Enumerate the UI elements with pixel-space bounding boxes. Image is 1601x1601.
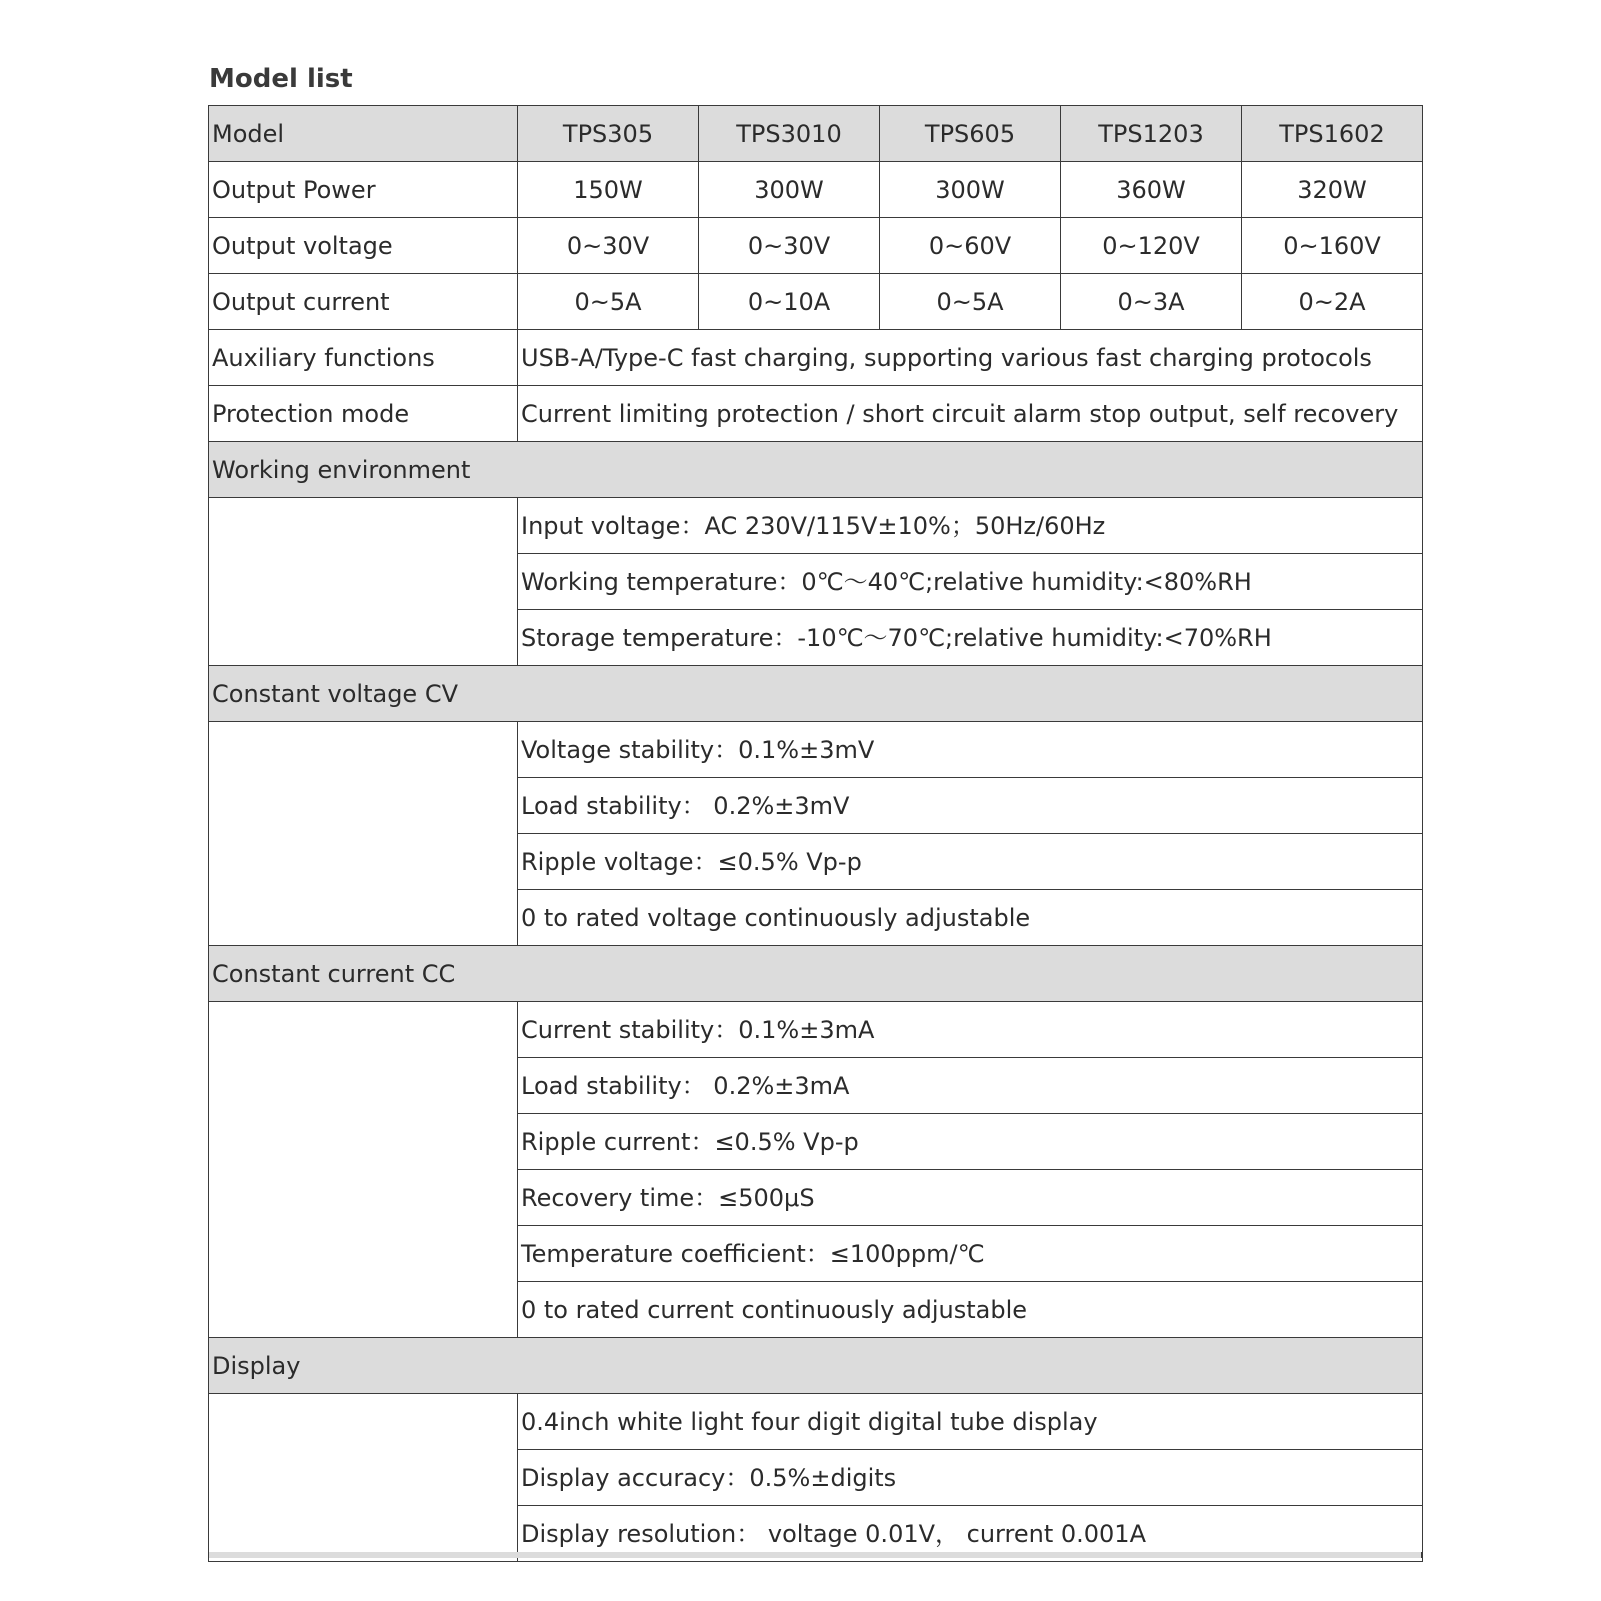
spec-item: Load stability： 0.2%±3mV — [518, 778, 1423, 834]
table-row — [209, 498, 1423, 554]
table-row — [209, 162, 1423, 218]
header-row — [209, 106, 1423, 162]
spec-item: Recovery time：≤500μS — [518, 1170, 1423, 1226]
spec-item: Input voltage：AC 230V/115V±10%；50Hz/60Hz — [518, 498, 1423, 554]
spec-item: Working temperature：0℃～40℃;relative humidity:<80%RH — [518, 554, 1423, 610]
spec-item: Load stability： 0.2%±3mA — [518, 1058, 1423, 1114]
spec-item: Ripple current：≤0.5% Vp-p — [518, 1114, 1423, 1170]
model-header: TPS1602 — [1242, 106, 1423, 162]
section-header-constant-current — [209, 946, 1423, 1002]
cell-value: 0~5A — [880, 274, 1061, 330]
protection-mode-value: Current limiting protection / short circuit alarm stop output, self recovery — [518, 386, 1423, 442]
cell-value: 0~3A — [1061, 274, 1242, 330]
auxiliary-functions-value: USB-A/Type-C fast charging, supporting various fast charging protocols — [518, 330, 1423, 386]
section-header-constant-voltage — [209, 666, 1423, 722]
blank-cell — [209, 1394, 518, 1562]
page-title: Model list — [209, 64, 353, 94]
spec-item: 0.4inch white light four digit digital tube display — [518, 1394, 1423, 1450]
spec-item: Ripple voltage：≤0.5% Vp-p — [518, 834, 1423, 890]
cell-value: 300W — [699, 162, 880, 218]
cell-value: 0~60V — [880, 218, 1061, 274]
table-row — [209, 274, 1423, 330]
table-row — [209, 722, 1423, 778]
cell-value: 320W — [1242, 162, 1423, 218]
model-header: TPS1203 — [1061, 106, 1242, 162]
cell-value: 0~30V — [518, 218, 699, 274]
cell-value: 150W — [518, 162, 699, 218]
spec-item: Display accuracy：0.5%±digits — [518, 1450, 1423, 1506]
row-label: Auxiliary functions — [209, 330, 518, 386]
next-section-edge — [208, 1552, 1422, 1558]
row-label: Protection mode — [209, 386, 518, 442]
section-title: Constant current CC — [209, 946, 1423, 1002]
cell-value: 0~30V — [699, 218, 880, 274]
spec-item: Temperature coefficient：≤100ppm/℃ — [518, 1226, 1423, 1282]
row-label: Output Power — [209, 162, 518, 218]
spec-item: Voltage stability：0.1%±3mV — [518, 722, 1423, 778]
row-label: Output current — [209, 274, 518, 330]
blank-cell — [209, 722, 518, 946]
section-title: Working environment — [209, 442, 1423, 498]
spec-item: Current stability：0.1%±3mA — [518, 1002, 1423, 1058]
table-row — [209, 1394, 1423, 1450]
table-row — [209, 218, 1423, 274]
table-row — [209, 330, 1423, 386]
model-header: TPS305 — [518, 106, 699, 162]
model-header: TPS605 — [880, 106, 1061, 162]
row-label: Output voltage — [209, 218, 518, 274]
table-row — [209, 1002, 1423, 1058]
model-header: TPS3010 — [699, 106, 880, 162]
spec-item: Storage temperature：-10℃～70℃;relative humidity:<70%RH — [518, 610, 1423, 666]
cell-value: 0~5A — [518, 274, 699, 330]
table-row — [209, 386, 1423, 442]
spec-table — [208, 105, 1423, 1562]
cell-value: 0~120V — [1061, 218, 1242, 274]
section-header-display — [209, 1338, 1423, 1394]
cell-value: 0~10A — [699, 274, 880, 330]
cell-value: 300W — [880, 162, 1061, 218]
cell-value: 0~160V — [1242, 218, 1423, 274]
spec-item: 0 to rated voltage continuously adjustable — [518, 890, 1423, 946]
spec-item: Display resolution： voltage 0.01V， current 0.001A — [518, 1506, 1423, 1562]
header-label: Model — [209, 106, 518, 162]
blank-cell — [209, 498, 518, 666]
cell-value: 360W — [1061, 162, 1242, 218]
cell-value: 0~2A — [1242, 274, 1423, 330]
section-title: Display — [209, 1338, 1423, 1394]
section-header-working-environment — [209, 442, 1423, 498]
section-title: Constant voltage CV — [209, 666, 1423, 722]
blank-cell — [209, 1002, 518, 1338]
spec-item: 0 to rated current continuously adjustable — [518, 1282, 1423, 1338]
